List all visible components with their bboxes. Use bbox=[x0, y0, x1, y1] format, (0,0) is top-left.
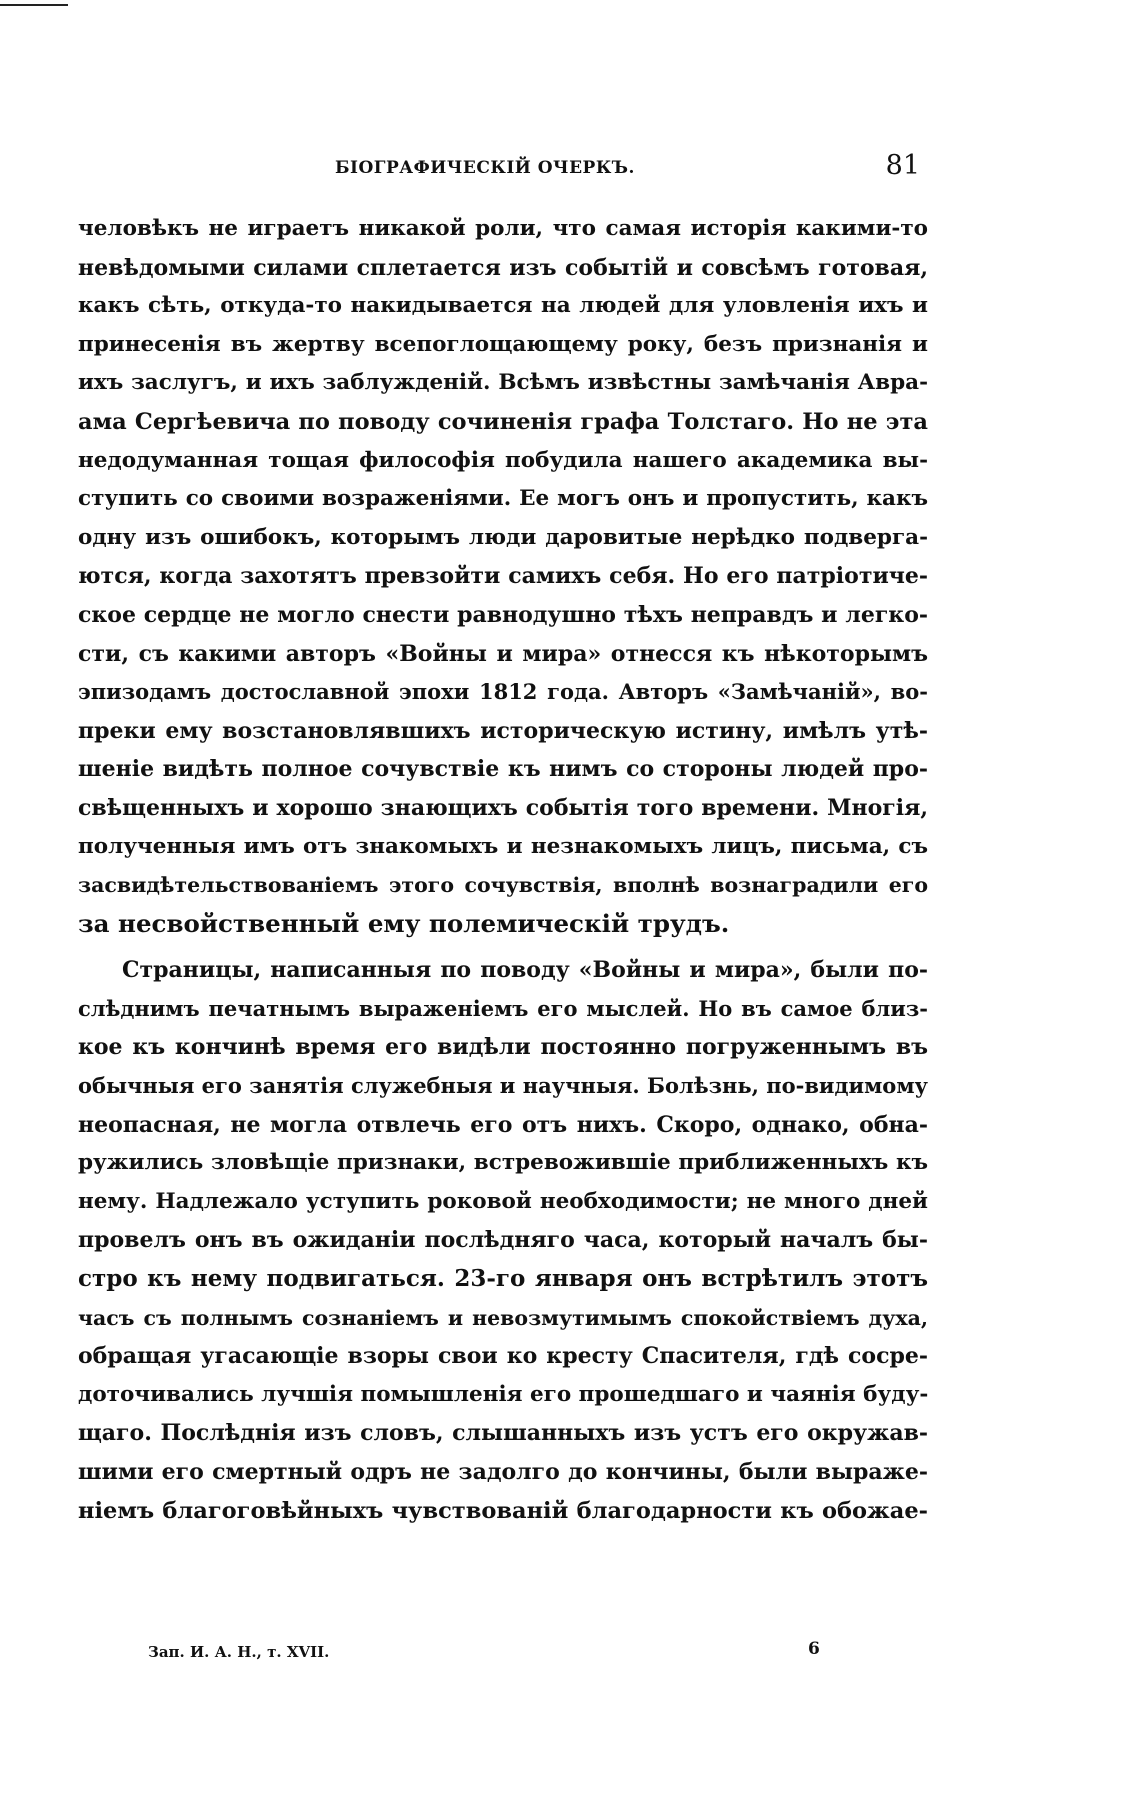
text-line: Страницы, написанныя по поводу «Войны и мира», были по- bbox=[122, 957, 928, 984]
text-line: ружились зловѣщіе признаки, встревожившіе приближенныхъ къ bbox=[78, 1150, 928, 1176]
text-line: принесенія въ жертву всепоглощающему року, безъ признанія и bbox=[78, 331, 928, 357]
text-line: сти, съ какими авторъ «Войны и мира» отнесся къ нѣкоторымъ bbox=[78, 640, 928, 667]
text-line: человѣкъ не играетъ никакой роли, что самая исторія какими-то bbox=[78, 216, 928, 241]
text-line: засвидѣтельствованіемъ этого сочувствія, вполнѣ вознаградили его bbox=[78, 873, 928, 898]
body-text bbox=[78, 210, 928, 1530]
paragraph-gap bbox=[78, 943, 928, 951]
text-line: неопасная, не могла отвлечь его отъ нихъ. Скоро, однако, обна- bbox=[78, 1111, 928, 1138]
text-line: за несвойственный ему полемическій трудъ. bbox=[78, 908, 730, 938]
text-line: часъ съ полнымъ сознаніемъ и невозмутимымъ спокойствіемъ духа, bbox=[78, 1305, 928, 1330]
text-line: эпизодамъ достославной эпохи 1812 года. Авторъ «Замѣчаній», во- bbox=[78, 679, 928, 705]
text-line: свѣщенныхъ и хорошо знающихъ событія того времени. Многія, bbox=[78, 794, 928, 821]
text-line: ама Сергѣевича по поводу сочиненія графа Толстаго. Но не эта bbox=[78, 408, 928, 435]
text-line: доточивались лучшія помышленія его прошедшаго и чаянія буду- bbox=[78, 1381, 929, 1407]
page-header bbox=[80, 150, 920, 190]
text-line: ступить со своими возраженіями. Ее могъ онъ и пропустить, какъ bbox=[78, 486, 928, 512]
text-line: ское сердце не могло снести равнодушно тѣхъ неправдъ и легко- bbox=[78, 601, 928, 628]
top-rule bbox=[0, 4, 68, 6]
signature-line: Зап. И. А. Н., т. XVII. bbox=[148, 1643, 330, 1661]
signature-mark: 6 bbox=[808, 1639, 820, 1659]
text-line: какъ сѣть, откуда-то накидывается на людей для уловленія ихъ и bbox=[78, 293, 928, 319]
running-title: БІОГРАФИЧЕСКІЙ ОЧЕРКЪ. bbox=[335, 158, 635, 178]
text-line: кое къ кончинѣ время его видѣли постоянно погруженнымъ въ bbox=[78, 1034, 928, 1061]
text-line: ются, когда захотятъ превзойти самихъ себя. Но его патріотиче- bbox=[78, 563, 928, 590]
paragraph bbox=[78, 951, 928, 1530]
text-line: недодуманная тощая философія побудила нашего академика вы- bbox=[78, 447, 928, 473]
text-line: невѣдомыми силами сплетается изъ событій и совсѣмъ готовая, bbox=[78, 254, 928, 281]
text-line: шими его смертный одръ не задолго до кончины, были выраже- bbox=[78, 1459, 928, 1485]
text-line: шеніе видѣть полное сочувствіе къ нимъ со стороны людей про- bbox=[78, 756, 928, 783]
paragraph bbox=[78, 210, 928, 943]
page-number: 81 bbox=[885, 150, 920, 181]
page-footer bbox=[148, 1639, 828, 1669]
text-line: ихъ заслугъ, и ихъ заблужденій. Всѣмъ извѣстны замѣчанія Авра- bbox=[78, 370, 928, 396]
text-line: преки ему возстановлявшихъ историческую истину, имѣлъ утѣ- bbox=[78, 717, 928, 744]
text-line: полученныя имъ отъ знакомыхъ и незнакомыхъ лицъ, письма, съ bbox=[78, 833, 928, 859]
text-line: ніемъ благоговѣйныхъ чувствованій благодарности къ обожае- bbox=[78, 1497, 928, 1524]
text-line: стро къ нему подвигаться. 23-го января онъ встрѣтилъ этотъ bbox=[78, 1265, 928, 1293]
text-line: обычныя его занятія служебныя и научныя. Болѣзнь, по-видимому bbox=[78, 1073, 928, 1099]
text-line: нему. Надлежало уступить роковой необходимости; не много дней bbox=[78, 1188, 928, 1214]
text-line: одну изъ ошибокъ, которымъ люди даровитые нерѣдко подверга- bbox=[78, 524, 928, 550]
text-line: обращая угасающіе взоры свои ко кресту Спасителя, гдѣ сосре- bbox=[78, 1343, 928, 1370]
text-line: провелъ онъ въ ожиданіи послѣдняго часа, который началъ бы- bbox=[78, 1227, 928, 1254]
text-line: слѣднимъ печатнымъ выраженіемъ его мыслей. Но въ самое близ- bbox=[78, 995, 928, 1021]
text-line: щаго. Послѣднія изъ словъ, слышанныхъ изъ устъ его окружав- bbox=[78, 1420, 928, 1447]
